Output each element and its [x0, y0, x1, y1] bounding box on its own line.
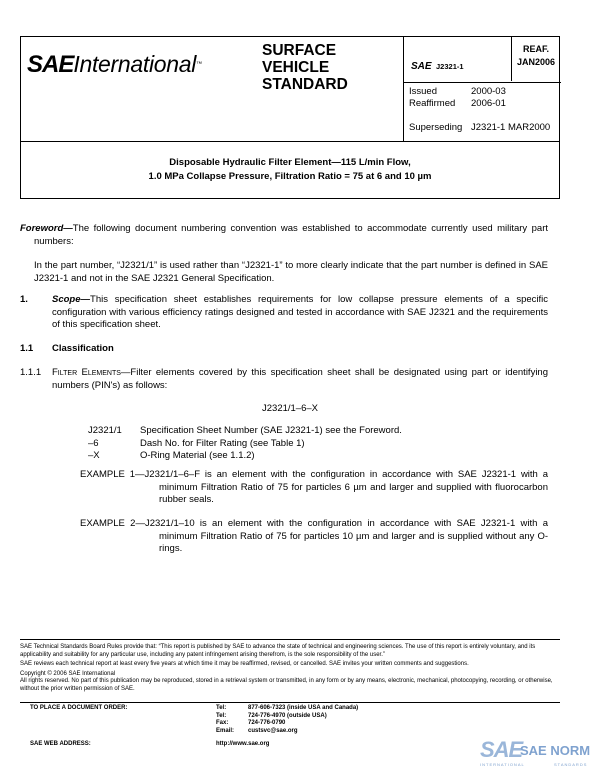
contact-label: Email: — [216, 727, 235, 734]
scope-number: 1. — [20, 294, 28, 305]
logo-tm: ™ — [196, 61, 203, 68]
standard-title — [262, 42, 348, 93]
foreword-label: Foreword— — [20, 223, 73, 234]
definitions — [88, 425, 548, 463]
sae-norm-watermark — [480, 737, 595, 773]
scope-label: Scope— — [52, 294, 91, 305]
section-label: Filter Elements — [52, 367, 121, 378]
reaffirmed-label: Reaffirmed — [409, 98, 456, 109]
classification-label: Classification — [52, 343, 114, 354]
example-2: EXAMPLE 2—J2321/1–10 is an element with the configuration in accordance with SAE J2321-1 with a minimum Filtration Ratio of 75 for particles 10 µm and larger and is supplied without any O-rings. — [80, 518, 548, 554]
definition-desc: O-Ring Material (see 1.1.2) — [140, 450, 255, 461]
contact-list — [216, 705, 358, 735]
contact-value: 724-776-4970 (outside USA) — [248, 712, 327, 719]
foreword-paragraph: In the part number, “J2321/1” is used rather than “J2321-1” to more clearly indicate that the part number is defined in SAE J2321-1 and not in the SAE J2321 General Specification. — [34, 260, 548, 284]
definition-code: –X — [88, 450, 100, 461]
issued-value: 2000-03 — [471, 86, 506, 97]
contact-label: Tel: — [216, 705, 227, 711]
sae-logo — [27, 51, 202, 79]
reaffirmed-value: 2006-01 — [471, 98, 506, 109]
contact-value: 724-776-0790 — [248, 720, 286, 726]
standard-title-line: SURFACE — [262, 42, 337, 59]
document-title-line: Disposable Hydraulic Filter Element—115 L/min Flow, — [169, 157, 411, 168]
section-1-1-1 — [20, 367, 548, 392]
reaf-date: JAN2006 — [516, 57, 556, 67]
reaf-label: REAF. — [522, 44, 549, 54]
definition-code: J2321/1 — [88, 425, 122, 436]
footer-rule — [20, 639, 560, 640]
title-box — [20, 141, 560, 199]
doc-number-value: J2321-1 — [436, 62, 464, 71]
doc-number-prefix: SAE — [411, 61, 432, 72]
section-text: —Filter elements covered by this specification sheet shall be designated using part or identifying numbers (PIN's) as follows: — [52, 367, 548, 391]
footer-review-text: SAE reviews each technical report at least every five years at which time it may be reaffirmed, revised, or cancelled. SAE invites your written comments and suggestions. — [20, 661, 469, 667]
contact-label: Tel: — [216, 712, 227, 719]
header-box — [20, 36, 560, 142]
scope-section — [20, 294, 548, 332]
logo-sae-text: SAE — [27, 51, 74, 78]
example-1: EXAMPLE 1—J2321/1–6–F is an element with the configuration in accordance with SAE J2321-1 with a minimum Filtration Ratio of 75 for particles 6 µm and larger and supplied with fluorocarbon rubber seals. — [80, 469, 548, 505]
footer-rights: All rights reserved. No part of this publication may be reproduced, stored in a retrieval system or transmitted, in any form or by any means, electronic, mechanical, photocopying, recording, or otherwise, without the prior written permission of SAE. — [20, 678, 553, 692]
superseding-value: J2321-1 MAR2000 — [471, 122, 551, 133]
footer-rule — [20, 702, 560, 703]
standard-title-line: STANDARD — [262, 76, 348, 93]
standard-title-line: VEHICLE — [262, 59, 330, 76]
scope-text: This specification sheet establishes requirements for low collapse pressure elements of a specific configuration with various efficiency ratings designed and tested in accordance with SAE J2321 and the requirements of this specification sheet. — [52, 294, 548, 330]
section-number: 1.1.1 — [20, 367, 42, 378]
watermark-title: SAE NORM — [520, 743, 591, 758]
classification-number: 1.1 — [20, 343, 34, 354]
doc-number — [411, 56, 464, 74]
contact-label: Fax: — [216, 720, 229, 726]
contact-value: custsvc@sae.org — [248, 727, 298, 734]
web-address-value[interactable]: http://www.sae.org — [216, 741, 270, 747]
classification-heading — [20, 343, 548, 356]
foreword-text: The following document numbering convention was established to accommodate currently used military part numbers: — [34, 223, 548, 247]
watermark-subtitle: STANDARDS — [554, 762, 588, 767]
web-address-label: SAE WEB ADDRESS: — [30, 741, 91, 747]
document-title — [21, 156, 559, 184]
reaf-box — [511, 43, 561, 69]
superseding-info — [409, 122, 550, 133]
contact-value: 877-606-7323 (inside USA and Canada) — [248, 705, 359, 711]
definition-desc: Specification Sheet Number (SAE J2321-1) see the Foreword. — [140, 425, 402, 436]
watermark-subtitle: INTERNATIONAL — [480, 762, 525, 767]
footer-notes — [20, 644, 565, 693]
definition-desc: Dash No. for Filter Rating (see Table 1) — [140, 437, 305, 449]
document-title-line: 1.0 MPa Collapse Pressure, Filtration Ratio = 75 at 6 and 10 µm — [148, 171, 432, 182]
footer-copyright: Copyright © 2006 SAE International — [20, 670, 116, 677]
pin-example: J2321/1–6–X — [262, 403, 318, 414]
issue-info — [409, 86, 506, 110]
header-divider — [403, 82, 561, 83]
superseding-label: Superseding — [409, 122, 463, 133]
foreword — [20, 223, 548, 285]
order-label: TO PLACE A DOCUMENT ORDER: — [30, 705, 128, 711]
issued-label: Issued — [409, 86, 437, 97]
footer-rules-text: SAE Technical Standards Board Rules provide that: “This report is published by SAE to advance the state of technical and engineering sciences. The use of this report is entirely voluntary, and its applicability and suitability for any particular use, including any patent infringement arising therefrom, is the sole responsibility of the user.” — [20, 644, 536, 658]
logo-international-text: International — [73, 51, 197, 77]
watermark-logo: SAE — [480, 737, 523, 762]
header-divider — [403, 37, 404, 141]
definition-code: –6 — [88, 437, 99, 449]
